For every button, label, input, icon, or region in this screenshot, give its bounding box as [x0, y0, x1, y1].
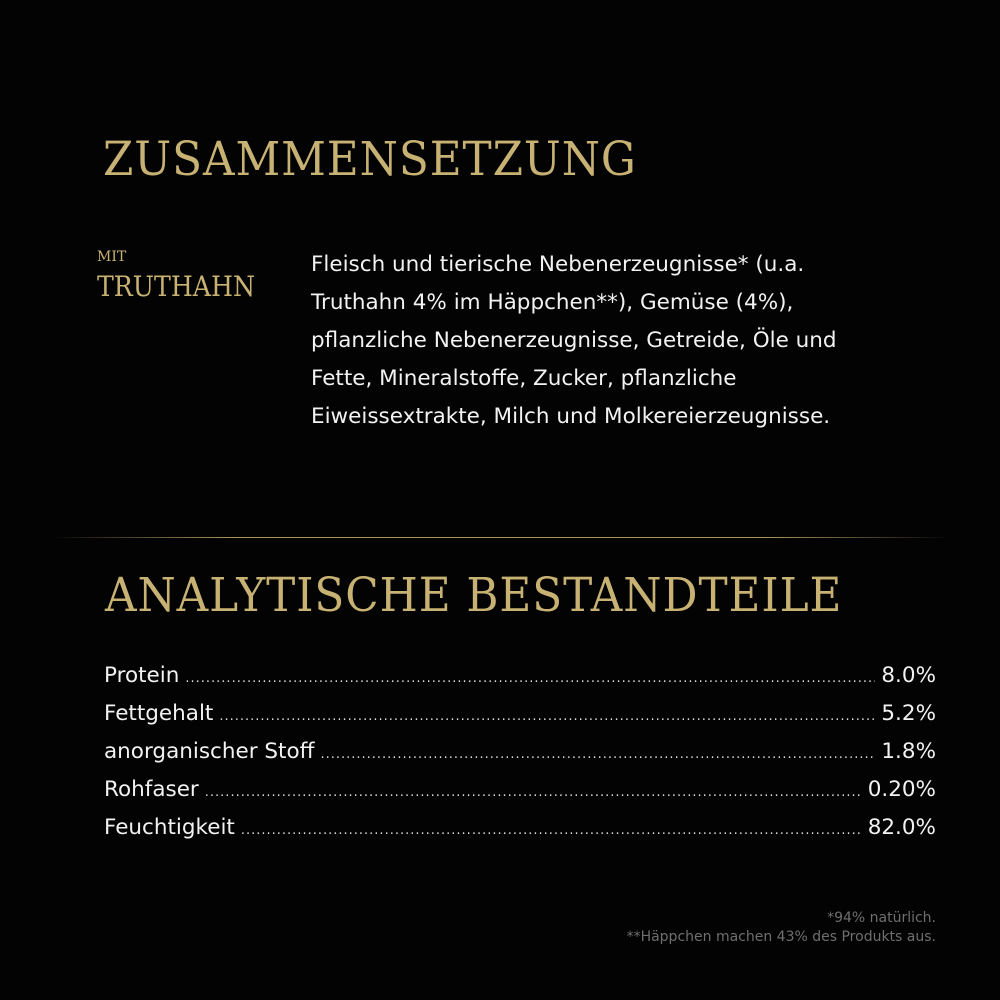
dot-leader: [320, 736, 875, 774]
analysis-row: [104, 733, 936, 771]
analysis-title: ANALYTISCHE BESTANDTEILE: [105, 568, 843, 623]
row-label: Protein: [104, 663, 180, 688]
row-label: Rohfaser: [104, 777, 199, 802]
row-value: 1.8%: [881, 739, 936, 764]
ingredients-line: pflanzliche Nebenerzeugnisse, Getreide, Öle und: [311, 328, 837, 353]
dot-leader: [205, 774, 862, 812]
analysis-row: [104, 695, 936, 733]
ingredients-line: Truthahn 4% im Häppchen**), Gemüse (4%),: [311, 290, 794, 315]
ingredients-line: Fette, Mineralstoffe, Zucker, pflanzliche: [311, 366, 737, 391]
footnote: **Häppchen machen 43% des Produkts aus.: [626, 929, 936, 945]
analysis-table: [104, 657, 936, 847]
dot-leader: [219, 698, 875, 736]
ingredients-line: Fleisch und tierische Nebenerzeugnisse* (u.a.: [311, 252, 805, 277]
footnotes: [627, 909, 936, 947]
variant-prefix: MIT: [97, 249, 127, 265]
ingredients-text: [311, 246, 837, 436]
analysis-row: [104, 809, 936, 847]
section-divider: [50, 537, 950, 538]
footnote: *94% natürlich.: [827, 910, 936, 926]
row-label: Fettgehalt: [104, 701, 214, 726]
analysis-row: [104, 771, 936, 809]
row-value: 5.2%: [881, 701, 936, 726]
dot-leader: [241, 812, 862, 850]
row-value: 82.0%: [867, 815, 936, 840]
composition-title: ZUSAMMENSETZUNG: [103, 132, 637, 187]
ingredients-line: Eiweissextrakte, Milch und Molkereierzeugnisse.: [311, 404, 831, 429]
analysis-row: [104, 657, 936, 695]
dot-leader: [185, 660, 875, 698]
row-label: Feuchtigkeit: [104, 815, 235, 840]
row-label: anorganischer Stoff: [104, 739, 315, 764]
row-value: 8.0%: [881, 663, 936, 688]
row-value: 0.20%: [867, 777, 936, 802]
variant-name: TRUTHAHN: [97, 270, 256, 303]
